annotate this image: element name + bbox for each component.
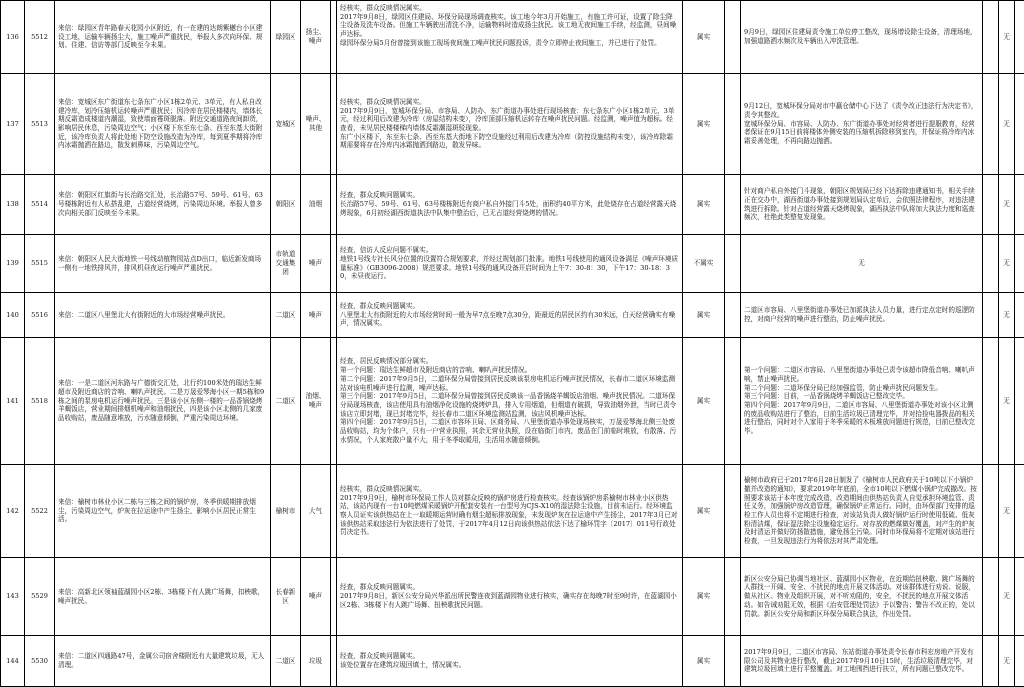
row-handling: 针对商户私自外接门斗现象，朝阳区规划局已经下达拆除违建通知书，相关手续正在交办中，湖西街道办事处接到规划局认定单后，会依照法律程序，对违法建筑进行拆除。针对占道经营露天烧烤现象，湖西执法中队将加大执法力度和巡查频次，杜绝此类整复发现象。 [741, 175, 983, 235]
row-spacer [983, 235, 999, 293]
row-id: 5513 [25, 74, 55, 175]
row-complaint: 来信：榆树市林业小区二栋与三栋之间的锅炉房，冬季供暖期排放烟尘，污染周边空气，炉灰在拉运途中产生扬尘，影响小区居民正常生活。 [55, 465, 271, 558]
row-verification: 经查，群众反映问题属实。 长治路57号、59号、61号、63号楼栋附近有商户私自外接门斗5处，面积约40平方米，此处烧存在占道经营露天烧烤现象，6月初经湖西街道执法中队集中整治后，已无占道经营烧烤的情况。 [337, 175, 683, 235]
row-accountability: 无 [999, 558, 1015, 636]
row-type: 垃圾 [301, 636, 331, 687]
table-row [1, 1, 1024, 74]
row-id: 5522 [25, 465, 55, 558]
row-id: 5530 [25, 636, 55, 687]
table-row [1, 293, 1024, 338]
row-accountability: 无 [999, 235, 1015, 293]
row-district: 二道区 [271, 636, 301, 687]
row-status: 属实 [683, 636, 725, 687]
row-spacer [1015, 235, 1024, 293]
row-seq: 139 [1, 235, 25, 293]
row-spacer [725, 636, 741, 687]
row-id: 5514 [25, 175, 55, 235]
row-spacer [983, 558, 999, 636]
row-spacer [725, 558, 741, 636]
row-complaint: 来信：朝阳区红旗街与长治路交汇处，长治路57号、59号、61号、63号楼栋附近有人私搭乱建，占道经营烧烤，污染周边环境。举报人曾多次向相关部门反映至今未果。 [55, 175, 271, 235]
row-seq: 142 [1, 465, 25, 558]
row-spacer [983, 175, 999, 235]
row-accountability: 无 [999, 175, 1015, 235]
row-accountability: 无 [999, 1, 1015, 74]
row-status: 不属实 [683, 235, 725, 293]
row-spacer [983, 338, 999, 465]
row-verification: 经核实，群众反映情况属实。 2017年9月9日，榆树市环保局工作人员对群众反映的锅炉房进行检查核实。经查该锅炉房系榆树市林业小区供热站，该站内现有一台10吨燃煤采暖锅炉开配套安装有一台型号为CJS-X10的湿法除尘设施，目前未运行。经环境监察人员证实该供热站在上一取暖期运营时确有烟尘超标排放现象，未发现炉灰在拉运途中产生扬尘，2017年3月已对该供热站采取违法行为依法进行了处罚，于2017年4月12日向该供热站依法下达了榆环罚字〔2017〕011号行政处罚决定书。 [337, 465, 683, 558]
row-spacer [1015, 465, 1024, 558]
row-handling: 第一个问题：二道区市容局、八里堡街道办事处已责令该超市降低音响、喇叭声响，禁止噪声扰民。 第二个问题：二道环保分局已经加强监管，防止噪声扰民问题发生。 第三个问题：目前，一品香锅烧烤羊蝎饭店已整改完毕。 第四个问题：2017年9月9日，二道区市容局、八里堡街道办事处对该小区北侧的废品收购站进行了整治，目前生活垃圾已清理完毕，并对拾捡电器拨品的相关进行整治，同时对个人家用于冬季采暖的木板堆放问题进行规范，目前已整改完毕。 [741, 338, 983, 465]
row-district: 绿园区 [271, 1, 301, 74]
row-spacer [1015, 74, 1024, 175]
row-verification: 经核实，群众反映情况属实。 2017年9月8日，绿园区住建局、环保分局现场调查核实。该工地今年3月开始施工，有施工许可证，设置了除尘降尘设备及洗车设备。但施工车辆驶出清洗不净，运输物料时造成扬尘扰民。该工地无夜间施工手续，经监测，昼间噪声达标。 绿园环保分局5月份曾接到该施工现场夜间施工噪声扰民问题投诉，责令立即停止夜间施工，并已进行了处罚。 [337, 1, 683, 74]
row-status: 属实 [683, 175, 725, 235]
row-status: 属实 [683, 293, 725, 338]
table-row [1, 74, 1024, 175]
row-spacer [725, 338, 741, 465]
row-handling: 无 [741, 235, 983, 293]
table-row [1, 636, 1024, 687]
row-handling: 2017年9月9日，二道区市容局、东站街道办事处责令长春市科宏房地产开发有限公司及其物业进行整改，截止2017年9月10日15时，生活垃圾清理完毕，对建筑垃圾回填土进行平整覆盖。对工地围挡进行扶立，所有问题已整改完毕。 [741, 636, 983, 687]
row-handling: 9月9日，绿园区住建局责令施工单位停工整改，现场增设除尘设备，清理场地，加强道路洒水频次及车辆出入冲洗管理。 [741, 1, 983, 74]
row-district: 朝阳区 [271, 175, 301, 235]
row-accountability: 无 [999, 293, 1015, 338]
row-spacer [1015, 558, 1024, 636]
table-body [1, 1, 1024, 687]
row-spacer [725, 235, 741, 293]
row-verification: 经查，群众反映问题属实。 2017年9月8日，新区公安分局兴华派出所民警连夜到蓝湖园物业进行核实，确实存在每晚7时至9时许，在蓝湖园小区2栋、3栋楼下有人跳广场舞、扭秧歌扰民问题。 [337, 558, 683, 636]
table-row [1, 235, 1024, 293]
row-status: 属实 [683, 1, 725, 74]
row-accountability: 无 [999, 465, 1015, 558]
row-type: 噪声 [301, 235, 331, 293]
row-status: 属实 [683, 338, 725, 465]
row-id: 5516 [25, 293, 55, 338]
row-spacer [1015, 1, 1024, 74]
row-seq: 144 [1, 636, 25, 687]
row-spacer [725, 74, 741, 175]
row-district: 二道区 [271, 338, 301, 465]
row-seq: 138 [1, 175, 25, 235]
row-district: 榆树市 [271, 465, 301, 558]
row-id: 5515 [25, 235, 55, 293]
row-district: 二道区 [271, 293, 301, 338]
row-complaint: 来信：高新北区领袖蓝湖园小区2栋、3栋楼下有人跳广场舞，扣秧歌，噪声扰民。 [55, 558, 271, 636]
row-seq: 137 [1, 74, 25, 175]
row-complaint: 来信：宽城区东广街道东七条东广小区1栋2单元、3单元，有人私自改建冷库，划冷压缩机运转噪声严重扰民；因冷库在居民楼楼内，墙体长期反霜造成楼道内潮湿，致使墙面霉斑脱落。附近交通道路夜间卸货，影响居民休息，污染周边空气；小区楼下东至东七条、西至东基大街附近，该冷库负责人将此处地下防空设施改造为冷库，每到夏季期将冷库内冰霜抛洒在路边，散发刺鼻味，污染周边空气。 [55, 74, 271, 175]
row-status: 属实 [683, 74, 725, 175]
row-type: 油烟 [301, 175, 331, 235]
table-row [1, 338, 1024, 465]
row-spacer [1015, 293, 1024, 338]
row-district: 宽城区 [271, 74, 301, 175]
row-complaint: 来信：二道区四通路47号，金属公司宿舍楼附近有大量建筑垃圾，无人清理。 [55, 636, 271, 687]
row-complaint: 来信：朝阳区人民大街地铁一号线动植物园站点D出口，临近新发商场一侧有一地铁排风井，排风机昼夜运行噪声严重扰民。 [55, 235, 271, 293]
row-accountability: 无 [999, 636, 1015, 687]
row-verification: 经查，信访人反应问题不属实。 地铁1号线专社长风分位置的设置符合规划要求，并经过规划部门批准。地铁1号线使用的通风设备满足《噪声环境质量标准》（GB3096-2008）规范要求。地铁1号线的通风设备开启时间为上午7：30-8：30，下午17：30-18：30，未昼夜运行。 [337, 235, 683, 293]
row-spacer [725, 293, 741, 338]
row-accountability: 无 [999, 338, 1015, 465]
row-spacer [1015, 175, 1024, 235]
row-spacer [725, 175, 741, 235]
row-type: 油烟、噪声 [301, 338, 331, 465]
row-verification: 经查，居民反映情况部分属实。 第一个问题：瑞达生鲜超市及附近商店的音响、喇叭声扰民情况。 第二个问题：2017年9月5日，二道环保分局曾接到居民反映该泵房电机运行噪声扰民情况，长春市二道区环境监测站对该电机噪声进行监测，噪声达标。 第三个问题：2017年9月5日，二道环保分局曾接到居民反映该一品香锅烧羊蝎饭店油烟、噪声扰民情况。二道环保分局现场核查，该店使用具有油烟净化设施的烧烤炉具，排入专用烟道，但烟道有破损，导致油烟外泄，当时已责令该店立即封堵，现已封堵完毕，经长春市二道区环境监测站监测，该店风机噪声达标。 第四个问题：2017年9月5日，二道区市容环卫局、区商务局、八里堡街道办事处现场核实，万晟爱琴海北侧三处废品收购站，均为个体户，只有一户营业执照，其余无营业执照，设在临街门市内，废品在门前临时堆放，有散落、污水情况，个人家庭散户量不大，用于冬季取暖用，生活用水随意倾倒。 [337, 338, 683, 465]
row-verification: 经核实，群众反映情况属实。 2017年9月9日，宽城环保分局、市容局、人防办、东广街道办事处进行现场核查：东七条东广小区1栋2单元、3单元，经过利用后改建为冷库（房屋结构未变），冷库顶部压缩机运转存在噪声扰民问题。经监测，噪声值为超标。经查看，未见居民楼楼梯内墙体反霜潮湿斑驳现象。 东广小区楼下，东至东七条、西至东基大街地下防空设施经过利用后改建为冷库（防控设施结构未变），该冷库除霜期需要将存在冷库内冰霜抛洒到路边，散发异味。 [337, 74, 683, 175]
row-seq: 141 [1, 338, 25, 465]
row-spacer [983, 465, 999, 558]
row-district: 长春新区 [271, 558, 301, 636]
table-row [1, 558, 1024, 636]
row-id: 5518 [25, 338, 55, 465]
row-seq: 140 [1, 293, 25, 338]
row-seq: 143 [1, 558, 25, 636]
row-spacer [1015, 636, 1024, 687]
row-id: 5512 [25, 1, 55, 74]
row-complaint: 来信：二道区八里堡北大有街附近的大市场经营噪声扰民。 [55, 293, 271, 338]
row-seq: 136 [1, 1, 25, 74]
row-handling: 榆树市政府已于2017年6月28日制发了《榆树市人民政府关于10吨以下小锅炉撤并改造的通知》，要求2019年年底前，全市10吨以下燃煤小锅炉完成撤改。按照要求该站于本年度完成改造，改造期间由供热站负责人自觉承担环境监管、责任义务，加强锅炉房改造管理，确保锅炉正常运行。同时，由环保部门安排的巡检工作人员也将不定期进行检查，对该站负责人做好锅炉运行时使用低硫、低灰粉清洁煤，保证湿法除尘设施稳定运行。对存放的燃煤做好覆盖，对产生的炉灰及时清运并做好防扬散措施，避免扬尘污染。同时市环保局将不定期对该站进行检查，一旦发现违法行为将依法对其严肃处理。 [741, 465, 983, 558]
row-accountability: 无 [999, 74, 1015, 175]
table-row [1, 465, 1024, 558]
row-verification: 经查，群众反映问题属实。 八里堡北大有街附近的大市场经营时间一般为早7点至晚7点30分，距最近的居民区约有30米远，白天经营确实有噪声，情况属实。 [337, 293, 683, 338]
row-status: 属实 [683, 558, 725, 636]
row-type: 噪声 [301, 558, 331, 636]
row-type: 噪声、其他 [301, 74, 331, 175]
row-spacer [983, 1, 999, 74]
row-spacer [725, 1, 741, 74]
table-row [1, 175, 1024, 235]
row-spacer [725, 465, 741, 558]
row-type: 噪声 [301, 293, 331, 338]
row-spacer [983, 293, 999, 338]
row-status: 属实 [683, 465, 725, 558]
row-type: 大气 [301, 465, 331, 558]
row-handling: 二道区市容局、八里堡街道办事处已加派执法人员力量，进行定点定时的巡逻防控，对商户经营的噪声进行整治，防止噪声扰民。 [741, 293, 983, 338]
row-district: 市轨道交通集团 [271, 235, 301, 293]
row-spacer [983, 636, 999, 687]
row-spacer [1015, 338, 1024, 465]
row-handling: 9月12日，宽城环保分局对市中赢仓储中心下达了《责令改正违法行为决定书》，责令其整改。 宽城环保分局、市容局、人防办、东广街道办事处对经营者进行提服教育，经营者保证在9月15日前将楼体外侧安装的压缩机拆除移到室内，并保证将冷库内冰霜妥善处理，不再向路边抛洒。 [741, 74, 983, 175]
row-complaint: 来信：绿园区青年路春天花园小区附近，有一在建的达朗紫樾台小区建设工地，运输车辆扬尘大，施工噪声严重扰民，举报人多次向环保、规划、住建、信访等部门反映至今未果。 [55, 1, 271, 74]
row-verification: 经查，群众反映问题属实。 该处位置存在建筑垃圾回填土，情况属实。 [337, 636, 683, 687]
row-complaint: 来信：一是二道区河东路与广德街交汇处，北行约100米处的瑞达生鲜超市及附近商店的音响、喇叭声扰民。二是万晟爱琴海小区一期5栋和9栋之间的泵房电机运行噪声扰民。三是该小区东侧一楼的一品香锅烧烤羊蝎饭店，营业期间排烟机噪声和油烟扰民，四是该小区北侧的几家废品收购站，废品随意堆放，污水随意倾倒，严重污染周边环境。 [55, 338, 271, 465]
row-type: 扬尘、噪声 [301, 1, 331, 74]
row-id: 5529 [25, 558, 55, 636]
row-spacer [983, 74, 999, 175]
row-handling: 新区公安分局已协调当地社区、蓝湖园小区物业，在近期给扭秧歌、跳广场舞的人群找一开阔、安全、不扰民的地点开展文体活动。对该群体进行劝说、说服，做从社区、物业及组织开展，对不听劝阻的，安全，不扰民的地点开展文体活动。如告诫劝阻无效，根据《治安管理处罚法》予以警告；警告不改正的，处以罚款。新区公安分局和新区环保分局联合执法，作出处罚。 [741, 558, 983, 636]
